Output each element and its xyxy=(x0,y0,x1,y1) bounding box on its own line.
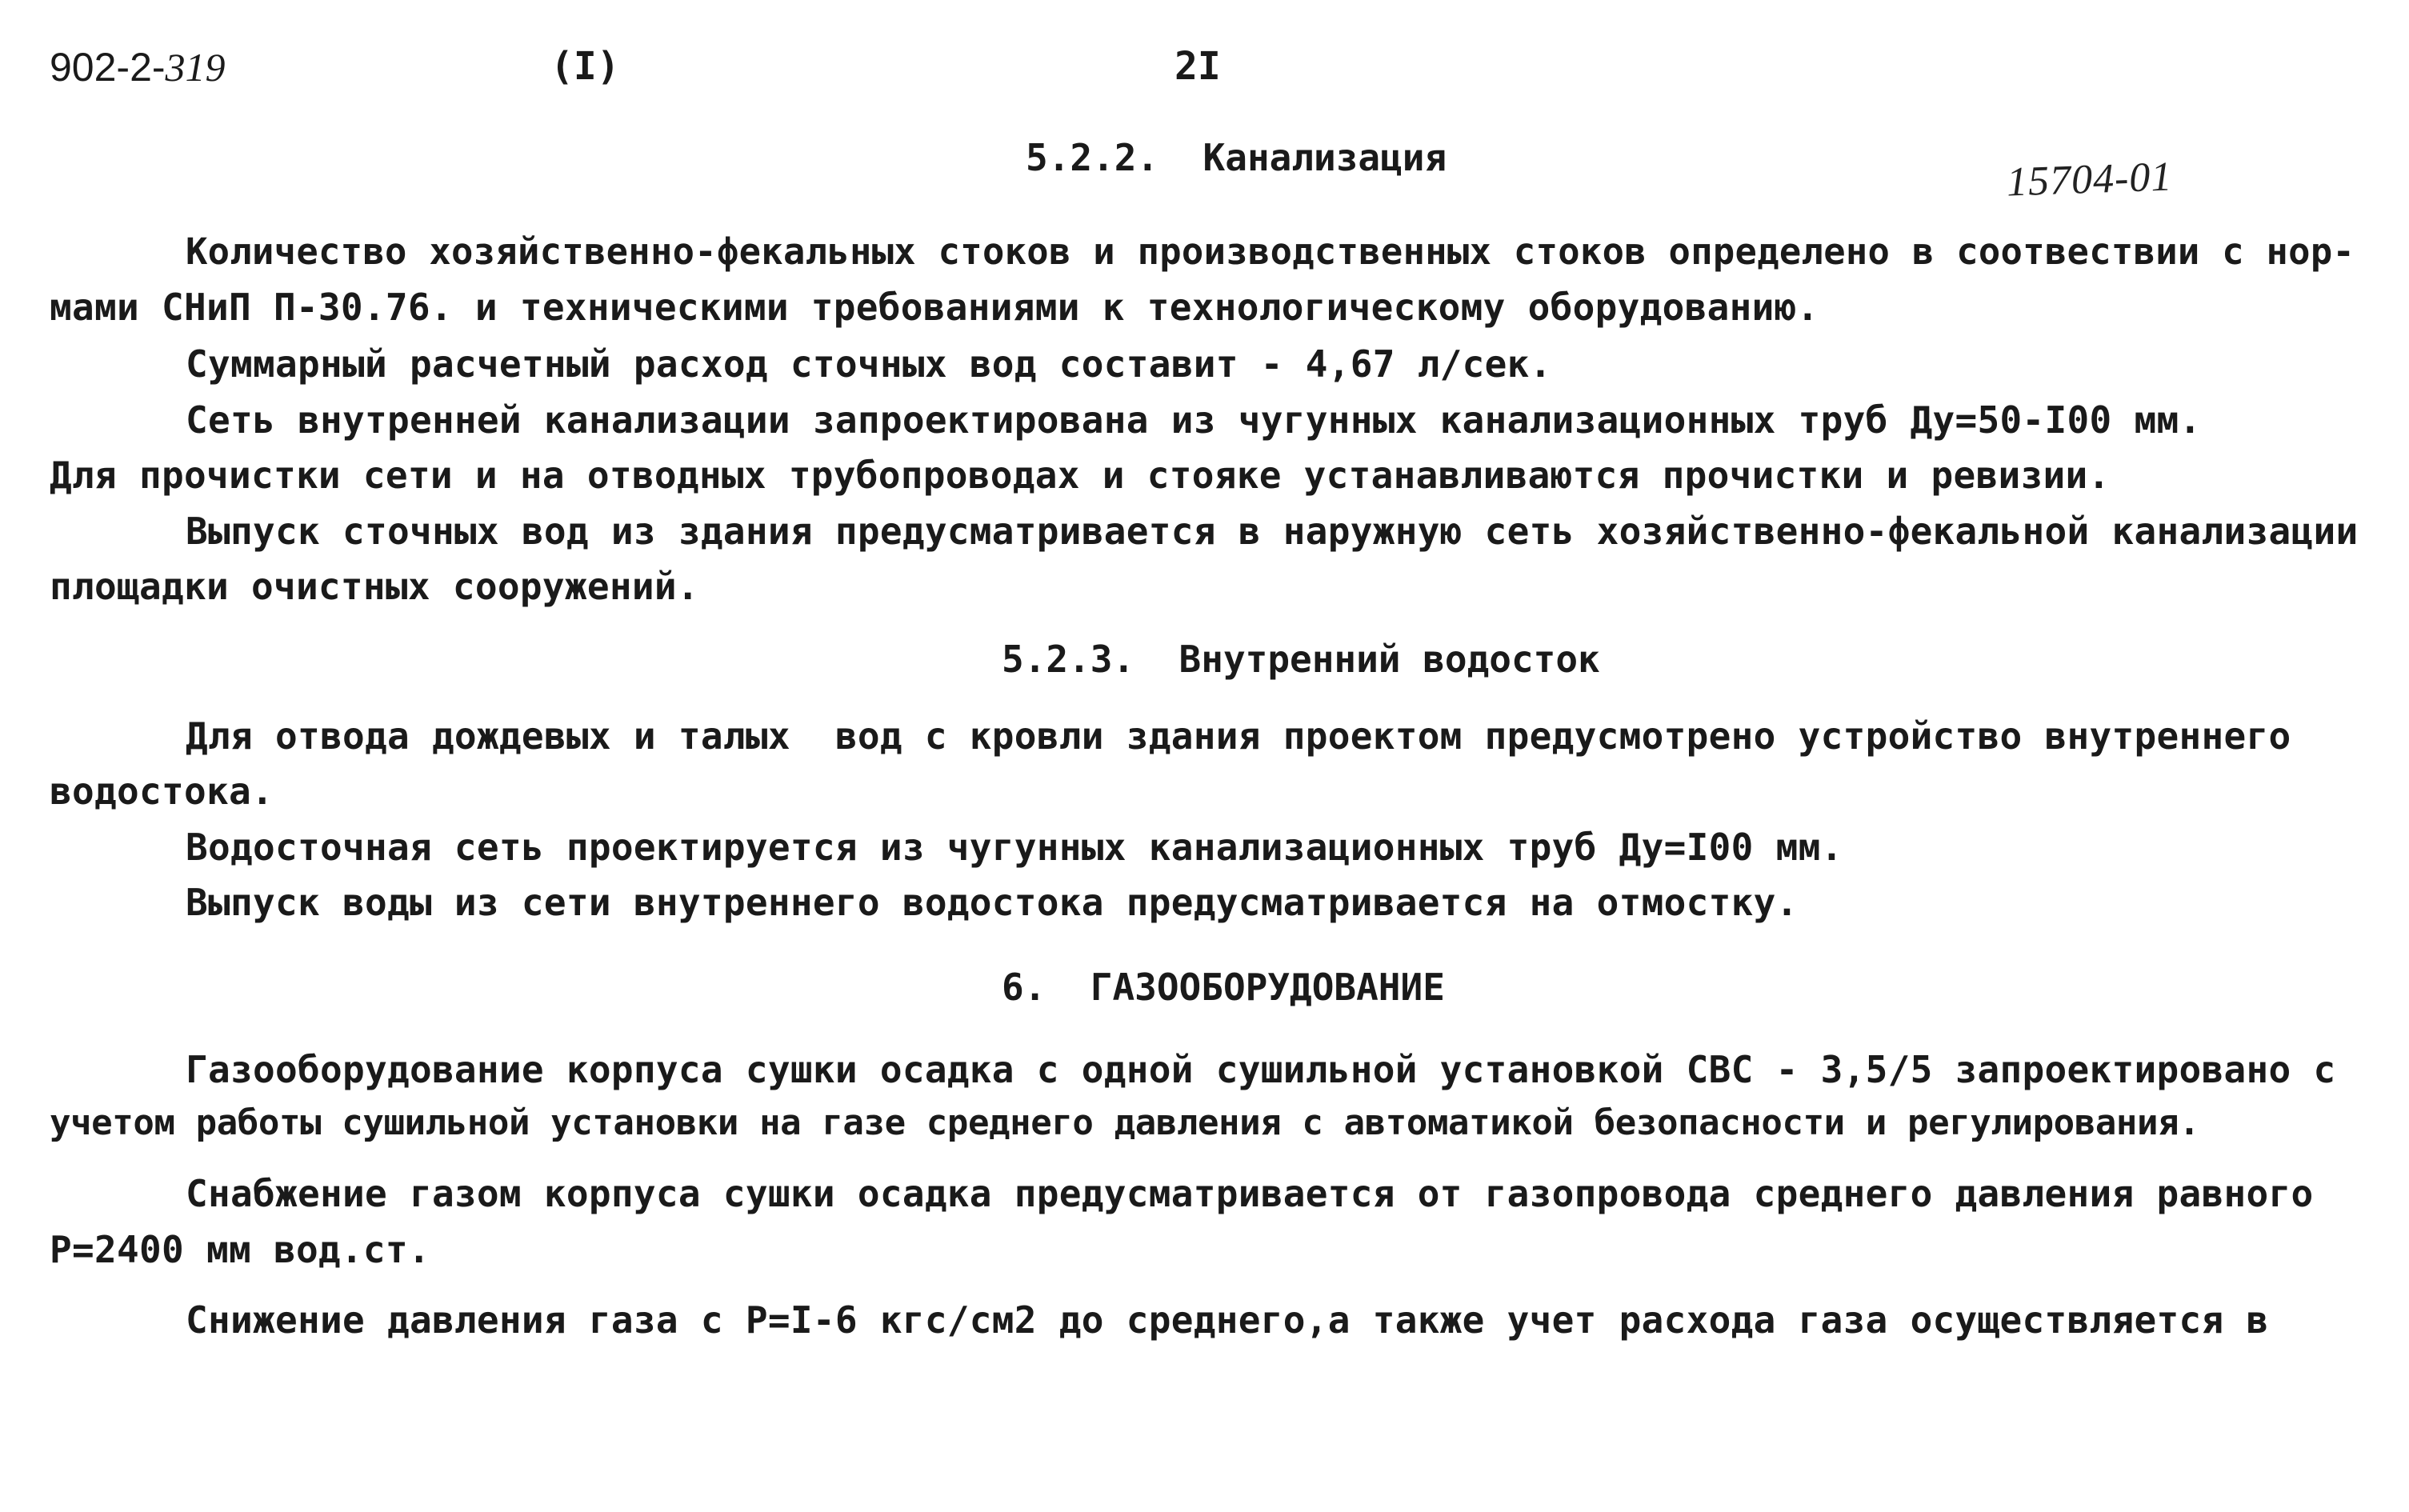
paragraph-line: Для отвода дождевых и талых вод с кровли здания проектом предусмотрено устройство внутреннего xyxy=(186,714,2291,758)
paragraph-line: Для прочистки сети и на отводных трубопроводах и стояке устанавливаются прочистки и ревизии. xyxy=(50,454,2111,497)
page-number: 2I xyxy=(1174,44,1221,89)
paragraph-line: Количество хозяйственно-фекальных стоков и производственных стоков определено в соотвествии с нор- xyxy=(186,230,2355,273)
paragraph-line: Суммарный расчетный расход сточных вод составит - 4,67 л/сек. xyxy=(186,342,1552,386)
paragraph-line: Водосточная сеть проектируется из чугунных канализационных труб Ду=I00 мм. xyxy=(186,826,1843,869)
document-code-handwritten: 319 xyxy=(165,45,226,90)
paragraph-line: Снабжение газом корпуса сушки осадка предусматривается от газопровода среднего давления равного xyxy=(186,1172,2314,1215)
paragraph-line: Выпуск воды из сети внутреннего водостока предусматривается на отмостку. xyxy=(186,881,1799,924)
paragraph-line: Снижение давления газа с Р=I-6 кгс/см2 до среднего,а также учет расхода газа осуществляется в xyxy=(186,1298,2269,1342)
paragraph-line: площадки очистных сооружений. xyxy=(50,565,699,608)
paragraph-line: Газооборудование корпуса сушки осадка с одной сушильной установкой СВС - 3,5/5 запроектировано с xyxy=(186,1048,2336,1091)
paragraph-line: Р=2400 мм вод.ст. xyxy=(50,1228,430,1271)
document-code-prefix: 902-2- xyxy=(50,45,166,90)
document-body xyxy=(50,0,2370,1512)
paragraph-line: водостока. xyxy=(50,770,274,813)
volume-number: (I) xyxy=(550,44,620,89)
paragraph-line: мами СНиП П-30.76. и техническими требованиями к технологическому оборудованию. xyxy=(50,286,1819,329)
section-title: 5.2.2. Канализация xyxy=(1026,136,1447,179)
paragraph-line: Выпуск сточных вод из здания предусматривается в наружную сеть хозяйственно-фекальной канализации xyxy=(186,510,2359,553)
section-title: 6. ГАЗООБОРУДОВАНИЕ xyxy=(1002,966,1445,1009)
paragraph-line: Сеть внутренней канализации запроектирована из чугунных канализационных труб Ду=50-I00 мм. xyxy=(186,398,2202,442)
section-title: 5.2.3. Внутренний водосток xyxy=(1002,638,1600,681)
paragraph-line: учетом работы сушильной установки на газе среднего давления с автоматикой безопасности и регулирования. xyxy=(50,1102,2200,1143)
handwritten-inventory-number: 15704-01 xyxy=(2006,154,2174,206)
